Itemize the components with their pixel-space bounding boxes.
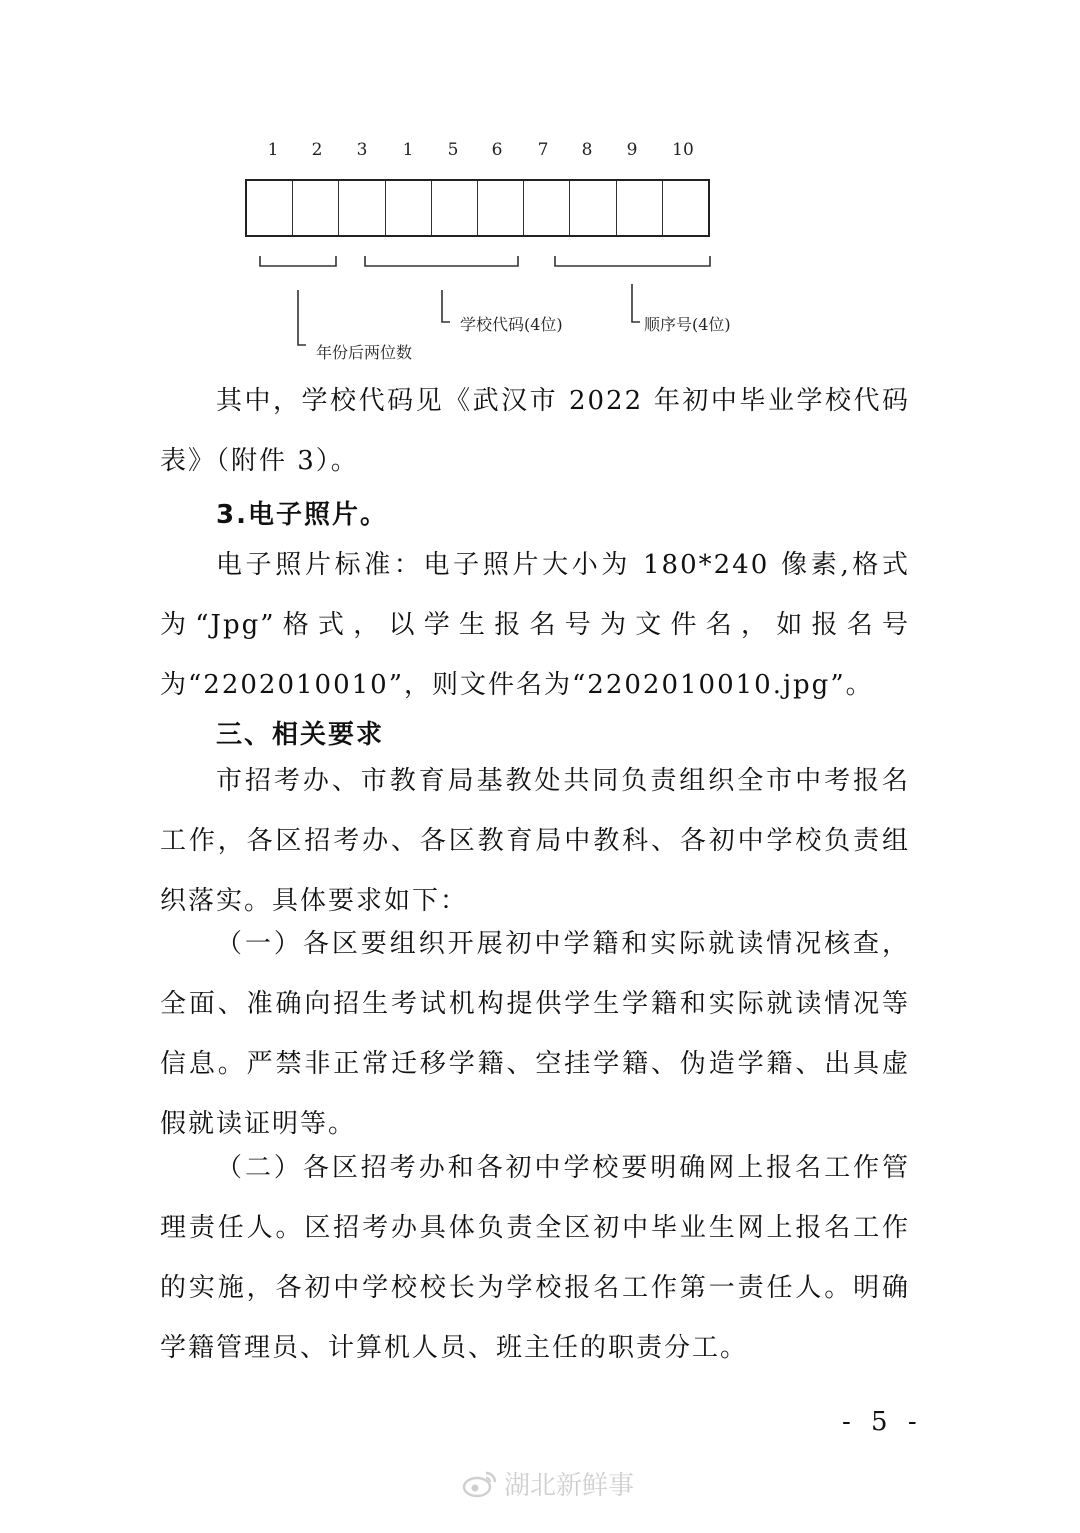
section-heading-requirements: 三、相关要求: [216, 720, 385, 750]
school-code-label: 学校代码(4位): [460, 315, 563, 334]
digit-label: 10: [672, 140, 694, 160]
sequence-label: 顺序号(4位): [644, 315, 731, 334]
year-label: 年份后两位数: [316, 343, 413, 362]
requirement-item-2: （二）各区招考办和各初中学校要明确网上报名工作管理责任人。区招考办具体负责全区初中毕业生网上报名工作的实施，各初中学校校长为学校报名工作第一责任人。明确学籍管理员、计算机人员、班主任的职责分工。: [160, 1153, 910, 1363]
requirement-item-1: （一）各区要组织开展初中学籍和实际就读情况核查，全面、准确向招生考试机构提供学生学籍和实际就读情况等信息。严禁非正常迁移学籍、空挂学籍、伪造学籍、出具虚假就读证明等。: [160, 929, 910, 1139]
digit-label: 6: [491, 140, 503, 160]
digit-label: 8: [581, 140, 593, 160]
subheading-photo: 3.电子照片。: [216, 500, 388, 530]
digit-label: 1: [402, 140, 414, 160]
digit-label: 7: [537, 140, 549, 160]
school-code-leader: [442, 290, 450, 322]
sequence-bracket: [555, 256, 710, 266]
school-code-note: 其中，学校代码见《武汉市 2022 年初中毕业学校代码表》（附件 3）。: [160, 386, 910, 476]
page-number: - 5 -: [842, 1407, 923, 1437]
watermark: [462, 1465, 634, 1502]
year-bracket: [260, 256, 336, 266]
digit-label: 3: [356, 140, 368, 160]
digit-label: 5: [447, 140, 459, 160]
sequence-leader: [632, 284, 640, 322]
requirements-intro: 市招考办、市教育局基教处共同负责组织全市中考报名工作，各区招考办、各区教育局中教科、各初中学校负责组织落实。具体要求如下：: [160, 766, 910, 916]
year-leader: [298, 290, 306, 345]
digit-label: 9: [626, 140, 638, 160]
digit-label: 2: [311, 140, 323, 160]
watermark-text: 湖北新鲜事: [504, 1471, 635, 1501]
digit-label: 1: [267, 140, 279, 160]
weibo-icon: [462, 1469, 498, 1499]
school-code-bracket: [365, 256, 518, 266]
photo-standard-paragraph: 电子照片标准：电子照片大小为 180*240 像素,格式为“Jpg”格式，以学生报名号为文件名，如报名号为“2202010010”，则文件名为“2202010010.jpg”。: [160, 550, 910, 700]
